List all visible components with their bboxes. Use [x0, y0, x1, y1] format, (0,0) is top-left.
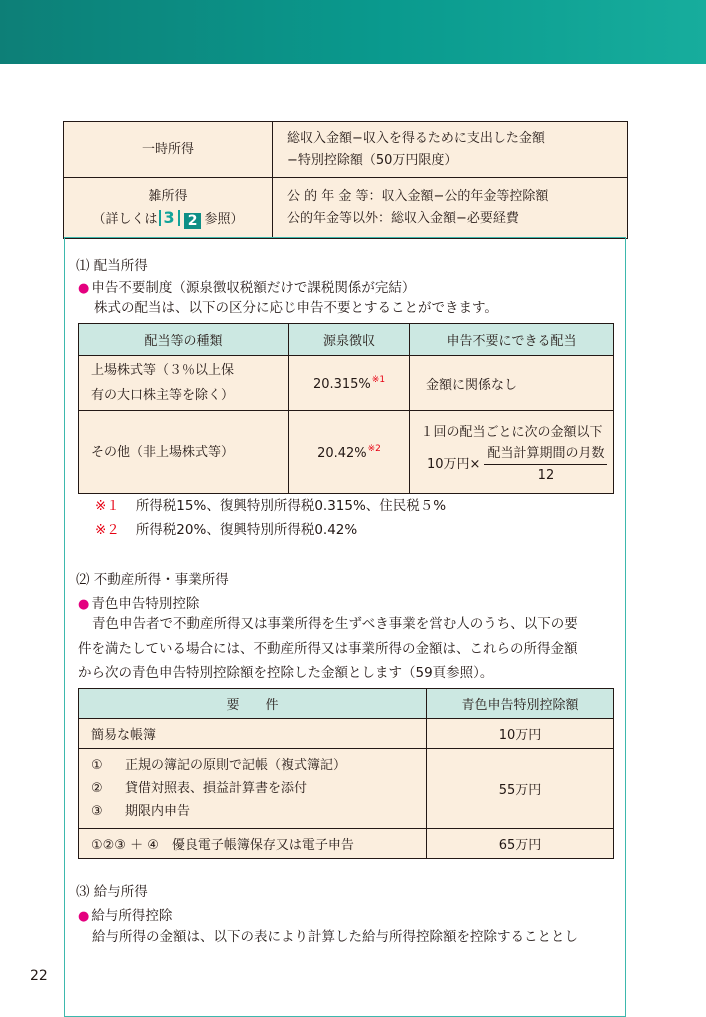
bullet-icon: ● — [78, 597, 90, 612]
table-header-row — [79, 324, 614, 356]
deduction-amount-cell: 55万円 — [427, 749, 614, 829]
income-type-cell: 一時所得 — [64, 122, 273, 178]
section-heading: ⑵ 不動産所得・事業所得 — [76, 572, 229, 588]
deduction-amount-cell: 65万円 — [427, 829, 614, 859]
income-desc-cell: 公 的 年 金 等：収入金額−公的年金等控除額 公的年金等以外：総収入金額−必要経費 — [273, 178, 628, 239]
bullet-icon: ● — [78, 909, 90, 924]
withholding-rate-cell: 20.315%$^{※1}$ — [289, 356, 410, 411]
page-number: 22 — [30, 968, 48, 984]
ref-section-number: 2 — [184, 213, 202, 229]
table-row — [79, 719, 614, 749]
section-heading: ⑶ 給与所得 — [76, 884, 148, 900]
table-row — [64, 122, 628, 178]
paragraph: 給与所得の金額は、以下の表により計算した給与所得控除額を控除することとし — [92, 929, 578, 945]
deduction-amount-cell: 10万円 — [427, 719, 614, 749]
column-header: 配当等の種類 — [79, 324, 289, 356]
top-banner — [0, 0, 706, 64]
fraction: $\frac{\text{配当計算期間の月数}}{12}$ — [484, 442, 607, 483]
reference-note: （詳しくは 3 2 参照） — [92, 208, 244, 229]
bullet-icon: ● — [78, 281, 90, 296]
footnote-marker: ※1 — [371, 374, 386, 385]
table-row — [79, 356, 614, 411]
section-subheading: ● 給与所得控除 — [78, 908, 173, 924]
table-header-row — [79, 689, 614, 719]
table-row — [79, 411, 614, 494]
requirement-cell: ① 正規の簿記の原則で記帳（複式簿記） ② 貸借対照表、損益計算書を添付 ③ 期限内申告 — [79, 749, 427, 829]
income-table — [63, 121, 628, 239]
dividend-type-cell: その他（非上場株式等） — [79, 411, 289, 494]
table-row — [64, 178, 628, 239]
column-header: 源泉徴収 — [289, 324, 410, 356]
requirement-cell: ①②③ ＋ ④ 優良電子帳簿保存又は電子申告 — [79, 829, 427, 859]
footnote: ※２ 所得税20%、復興特別所得税0.42% — [95, 522, 358, 538]
blue-return-table — [78, 688, 614, 859]
footnote: ※１ 所得税15%、復興特別所得税0.315%、住民税５% — [95, 498, 447, 514]
requirement-cell: 簡易な帳簿 — [79, 719, 427, 749]
dividend-table — [78, 323, 614, 494]
exemption-rule-cell: 金額に関係なし — [410, 356, 614, 411]
column-header: 要 件 — [79, 689, 427, 719]
ref-chapter-number: 3 — [163, 208, 175, 227]
section-subheading: ● 青色申告特別控除 — [78, 596, 200, 612]
table-row — [79, 829, 614, 859]
income-desc-cell: 総収入金額−収入を得るために支出した金額 −特別控除額（50万円限度） — [273, 122, 628, 178]
section-heading: ⑴ 配当所得 — [76, 258, 148, 274]
footnote-marker: ※2 — [367, 443, 381, 454]
paragraph: 青色申告者で不動産所得又は事業所得を生ずべき事業を営む人のうち、以下の要 件を満たしている場合には、不動産所得又は事業所得の金額は、これらの所得金額 から次の青色申告特別控除額を控除した金額とします（59頁参照）。 — [78, 616, 578, 681]
table-row — [79, 749, 614, 829]
section-subheading: ● 申告不要制度（源泉徴収税額だけで課税関係が完結） — [78, 280, 416, 296]
income-type-cell: 雑所得 （詳しくは 3 2 参照） — [64, 178, 273, 239]
column-header: 申告不要にできる配当 — [410, 324, 614, 356]
column-header: 青色申告特別控除額 — [427, 689, 614, 719]
withholding-rate-cell: 20.42%$^{※2}$ — [289, 411, 410, 494]
dividend-type-cell: 上場株式等（３％以上保 有の大口株主等を除く） — [79, 356, 289, 411]
formula: 10万円× $\frac{\text{配当計算期間の月数}}{12}$ — [411, 442, 612, 483]
exemption-rule-cell: １回の配当ごとに次の金額以下 10万円× $\frac{\text{配当計算期間の月数}}{12}$ — [410, 411, 614, 494]
paragraph: 株式の配当は、以下の区分に応じ申告不要とすることができます。 — [94, 300, 498, 316]
